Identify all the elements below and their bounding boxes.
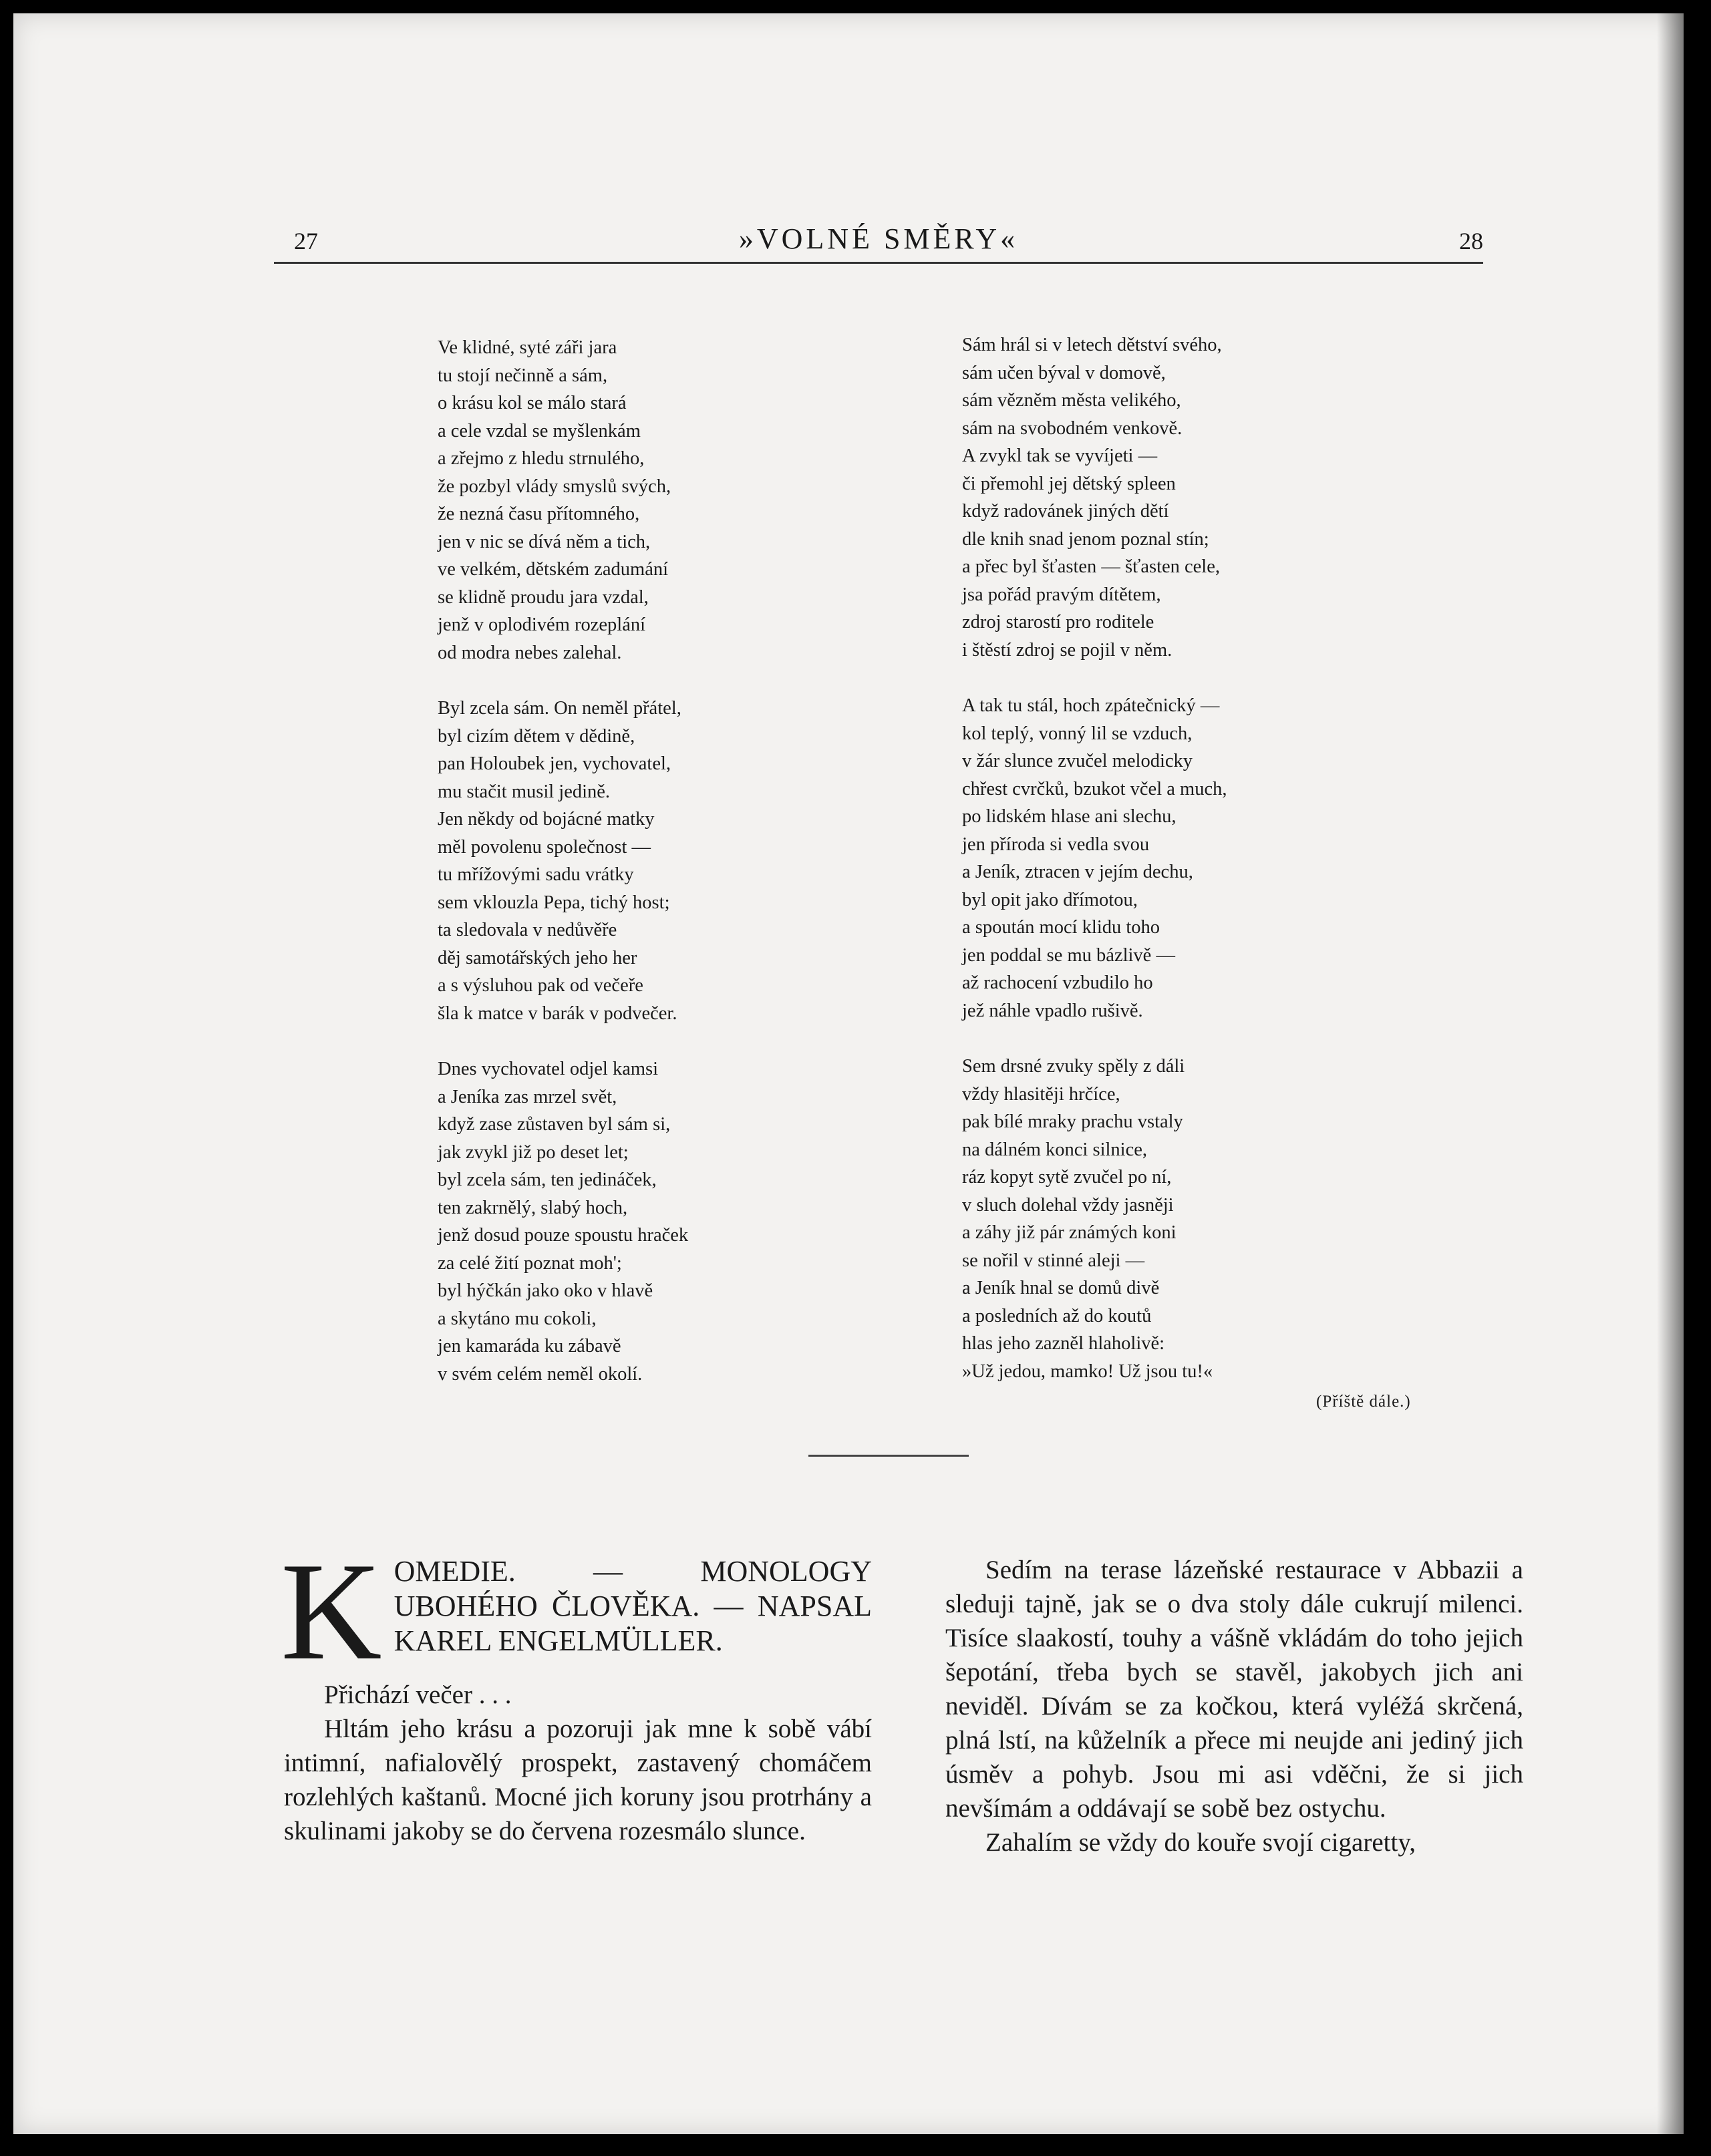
poem-line: šla k matce v barák v podvečer. [438, 1003, 677, 1024]
poem-line: sám učen býval v domově, [962, 362, 1166, 383]
poem-line: jen poddal se mu bázlivě — [962, 944, 1175, 966]
article-paragraph: Hltám jeho krásu a pozoruji jak mne k sobě vábí intimní, nafialovělý prospekt, zastavený chomáčem rozlehlých kaštanů. Mocné jich koruny jsou protrhány a skulinami jakoby se do červena rozesmálo slunce. [284, 1715, 872, 1845]
poem-line: po lidském hlase ani slechu, [962, 806, 1177, 827]
poem-line: a Jeník hnal se domů divě [962, 1278, 1160, 1298]
page-edge-shadow [1657, 13, 1684, 2134]
poem-line: zdroj starostí pro roditele [962, 612, 1154, 633]
poem-line: Byl zcela sám. On neměl přátel, [438, 698, 681, 719]
poem-line: byl cizím dětem v dědině, [438, 725, 635, 747]
article-title: OMEDIE. — MONOLOGY UBOHÉHO ČLOVĚKA. — NAPSAL KAREL ENGELMÜLLER. [394, 1555, 872, 1657]
poem-line: o krásu kol se málo stará [438, 393, 627, 413]
poem-line: jen kamaráda ku zábavě [438, 1336, 621, 1357]
poem-line: dle knih snad jenom poznal stín; [962, 528, 1209, 550]
poem-line: až rachocení vzbudilo ho [962, 972, 1153, 993]
poem-line: že nezná času přítomného, [438, 504, 640, 524]
poem-line: ta sledovala v nedůvěře [438, 920, 617, 940]
running-header [274, 214, 1483, 267]
poem-line: Sám hrál si v letech dětství svého, [962, 335, 1222, 355]
page-number-right: 28 [1459, 228, 1483, 254]
poem-line: v svém celém neměl okolí. [438, 1363, 643, 1385]
article-column-left [281, 1534, 872, 1848]
poem-line: jsa pořád pravým dítětem, [962, 584, 1161, 605]
header-rule [274, 262, 1483, 264]
article-paragraph: Přichází večer . . . [324, 1680, 512, 1709]
continued-note: (Příště dále.) [1316, 1393, 1411, 1411]
poem-line: pan Holoubek jen, vychovatel, [438, 753, 671, 774]
article-heading [281, 1534, 872, 1689]
poem-line: v sluch dolehal vždy jasněji [962, 1194, 1174, 1216]
poem-line: jenž v oplodivém rozeplání [438, 614, 646, 635]
poem-line: a zřejmo z hledu strnulého, [438, 448, 645, 469]
poem-line: když radovánek jiných dětí [962, 501, 1169, 522]
poem-line: ráz kopyt sytě zvučel po ní, [962, 1167, 1172, 1188]
poem-line: Ve klidné, syté záři jara [438, 337, 617, 358]
poem-line: kol teplý, vonný lil se vzduch, [962, 723, 1193, 744]
poem-column-right [962, 331, 1390, 1413]
journal-title: »VOLNÉ SMĚRY« [738, 222, 1019, 255]
poem-line: hlas jeho zazněl hlaholivě: [962, 1333, 1165, 1354]
poem-line: děj samotářských jeho her [438, 947, 637, 968]
poem-line: tu mřížovými sadu vrátky [438, 864, 634, 885]
magazine-page [13, 13, 1684, 2134]
poem-line: A zvykl tak se vyvíjeti — [962, 445, 1158, 466]
poem-line: byl hýčkán jako oko v hlavě [438, 1280, 653, 1301]
poem-stanza [438, 1055, 852, 1388]
poem-line: »Už jedou, mamko! Už jsou tu!« [962, 1361, 1213, 1382]
poem-stanza [438, 334, 852, 667]
poem-line: byl zcela sám, ten jedináček, [438, 1170, 657, 1190]
poem-line: v žár slunce zvučel melodicky [962, 751, 1193, 771]
article-paragraph: Sedím na terase lázeňské restaurace v Abbazii a sleduji tajně, jak se o dva stoly dále cukrují milenci. Tisíce slaakostí, touhy a vášně vkládám do toho jejich šepotání, třeba bych se stavěl, jakobych jich ani neviděl. Dívám se za kočkou, která vyléžá skrčená, plná lstí, na kůželník a přece mi neujde ani jediný jich úsměv a pohyb. Jsou mi asi vděčni, že si jich nevšímám a oddávají se sobě bez ostychu. [945, 1556, 1523, 1823]
poem-line: od modra nebes zalehal. [438, 642, 622, 663]
poem-line: vždy hlasitěji hrčíce, [962, 1083, 1120, 1105]
poem-line: a skytáno mu cokoli, [438, 1308, 597, 1329]
poem-line: či přemohl jej dětský spleen [962, 473, 1176, 494]
poem-line: pak bílé mraky prachu vstaly [962, 1111, 1183, 1132]
poem-line: když zase zůstaven byl sám si, [438, 1114, 671, 1135]
poem-line: se nořil v stinné aleji — [962, 1250, 1145, 1271]
drop-cap: K [281, 1534, 382, 1689]
poem-line: jen příroda si vedla svou [962, 834, 1150, 855]
poem-stanza [962, 331, 1390, 664]
poem-line: a Jeníka zas mrzel svět, [438, 1086, 617, 1107]
poem-stanza [438, 695, 852, 1027]
poem-line: jenž dosud pouze spoustu hraček [438, 1225, 689, 1246]
poem-line: jen v nic se dívá něm a tich, [438, 531, 651, 552]
poem-line: sám vězněm města velikého, [962, 390, 1181, 411]
poem-line: Jen někdy od bojácné matky [438, 809, 655, 830]
section-divider [808, 1455, 969, 1457]
article-column-right [945, 1553, 1523, 1859]
poem-line: se klidně proudu jara vzdal, [438, 586, 649, 608]
poem-line: chřest cvrčků, bzukot včel a much, [962, 778, 1227, 799]
poem-line: i štěstí zdroj se pojil v něm. [962, 639, 1173, 661]
poem-line: byl opit jako dřímotou, [962, 889, 1138, 910]
poem-line: na dálném konci silnice, [962, 1139, 1147, 1160]
poem-line: a posledních až do koutů [962, 1305, 1152, 1326]
poem-stanza [962, 1053, 1390, 1385]
poem-line: sem vklouzla Pepa, tichý host; [438, 892, 670, 913]
poem-line: a cele vzdal se myšlenkám [438, 420, 641, 441]
page-number-left: 27 [294, 228, 318, 254]
poem-line: sám na svobodném venkově. [962, 417, 1183, 439]
poem-line: a záhy již pár známých koni [962, 1222, 1177, 1243]
poem-line: a Jeník, ztracen v jejím dechu, [962, 862, 1193, 882]
poem-line: tu stojí nečinně a sám, [438, 365, 608, 386]
poem-line: jež náhle vpadlo rušivě. [962, 1000, 1143, 1021]
poem-line: že pozbyl vlády smyslů svých, [438, 476, 671, 497]
poem-line: za celé žití poznat moh'; [438, 1252, 622, 1274]
poem-line: Dnes vychovatel odjel kamsi [438, 1059, 659, 1079]
poem-line: Sem drsné zvuky spěly z dáli [962, 1056, 1185, 1077]
poem-line: a s výsluhou pak od večeře [438, 975, 643, 996]
poem-stanza [962, 692, 1390, 1025]
poem-line: A tak tu stál, hoch zpátečnický — [962, 695, 1220, 716]
poem-line: mu stačit musil jedině. [438, 781, 611, 802]
poem-line: a spoután mocí klidu toho [962, 917, 1160, 938]
poem-line: a přec byl šťasten — šťasten cele, [962, 556, 1221, 577]
poem-column-left [438, 334, 852, 1416]
poem-line: ten zakrnělý, slabý hoch, [438, 1197, 628, 1218]
poem-line: měl povolenu společnost — [438, 836, 651, 858]
article-paragraph: Zahalím se vždy do kouře svojí cigaretty, [985, 1828, 1416, 1857]
poem-line: ve velkém, dětském zadumání [438, 559, 669, 580]
poem-line: jak zvykl již po deset let; [438, 1141, 629, 1163]
